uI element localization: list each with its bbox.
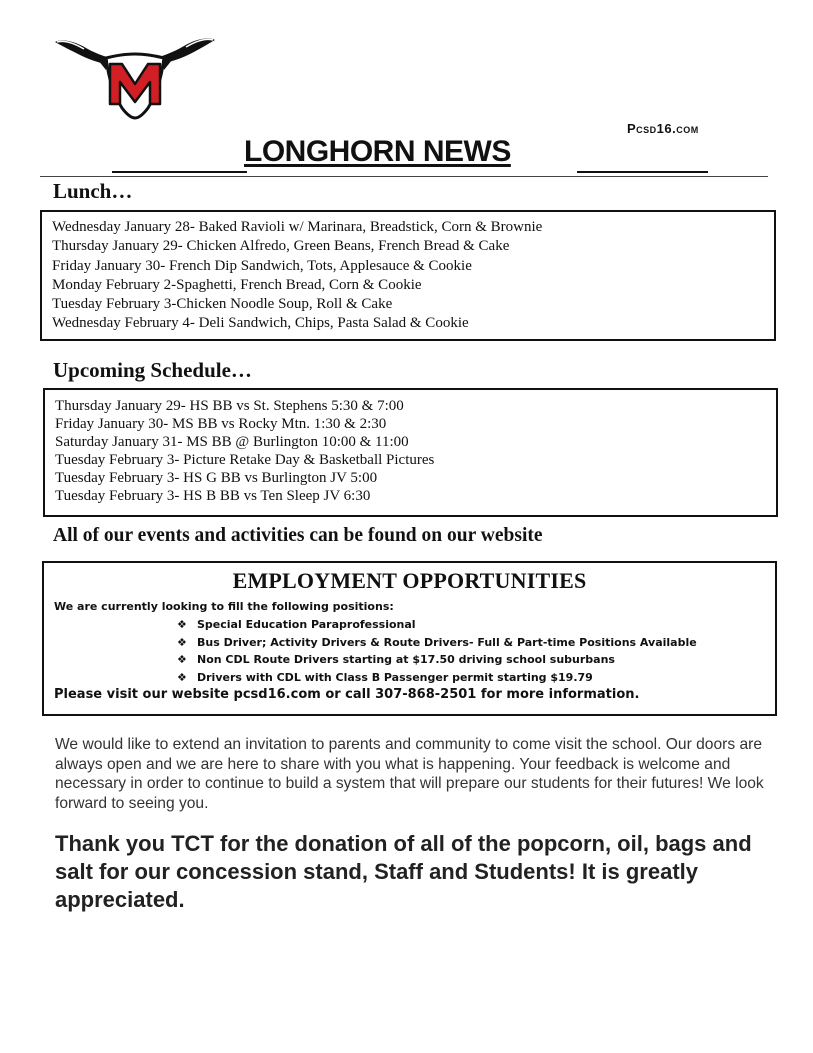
masthead-line-left bbox=[112, 171, 247, 173]
schedule-list bbox=[55, 397, 776, 505]
list-item: Thursday January 29- Chicken Alfredo, Green Beans, French Bread & Cake bbox=[52, 238, 510, 255]
diamond-bullet-icon: ❖ bbox=[177, 653, 187, 666]
lunch-box bbox=[40, 210, 776, 341]
list-item: Tuesday February 3- Picture Retake Day & Basketball Pictures bbox=[55, 452, 435, 468]
employment-box bbox=[42, 561, 777, 716]
list-item: Friday January 30- French Dip Sandwich, Tots, Applesauce & Cookie bbox=[52, 257, 472, 274]
newsletter-title: LONGHORN NEWS bbox=[244, 135, 511, 168]
diamond-bullet-icon: ❖ bbox=[177, 635, 187, 649]
masthead-line-right bbox=[577, 171, 708, 173]
schedule-box bbox=[43, 388, 778, 517]
list-item bbox=[177, 651, 775, 669]
position-label: Non CDL Route Drivers starting at $17.50 driving school suburbans bbox=[197, 653, 615, 666]
employment-contact: Please visit our website pcsd16.com or call 307-868-2501 for more information. bbox=[54, 687, 640, 702]
list-item bbox=[177, 634, 775, 652]
schedule-heading: Upcoming Schedule… bbox=[53, 358, 252, 382]
lunch-heading: Lunch… bbox=[53, 179, 133, 203]
longhorn-logo bbox=[52, 30, 218, 122]
list-item: Tuesday February 3- HS B BB vs Ten Sleep JV 6:30 bbox=[55, 488, 371, 504]
employment-intro: We are currently looking to fill the following positions: bbox=[54, 600, 394, 613]
diamond-bullet-icon: ❖ bbox=[177, 618, 187, 631]
diamond-bullet-icon: ❖ bbox=[177, 670, 187, 684]
list-item bbox=[177, 616, 775, 634]
masthead bbox=[112, 135, 708, 175]
list-item: Tuesday February 3-Chicken Noodle Soup, Roll & Cake bbox=[52, 296, 393, 313]
list-item: Tuesday February 3- HS G BB vs Burlington JV 5:00 bbox=[55, 470, 378, 486]
list-item: Friday January 30- MS BB vs Rocky Mtn. 1:30 & 2:30 bbox=[55, 416, 387, 432]
header-divider bbox=[40, 176, 768, 177]
list-item: Thursday January 29- HS BB vs St. Stephens 5:30 & 7:00 bbox=[55, 398, 404, 414]
positions-list bbox=[177, 616, 775, 686]
website-label: Pcsd16.com bbox=[627, 121, 699, 136]
list-item: Wednesday February 4- Deli Sandwich, Chips, Pasta Salad & Cookie bbox=[52, 315, 469, 332]
list-item: Monday February 2-Spaghetti, French Bread, Corn & Cookie bbox=[52, 276, 422, 293]
website-note: All of our events and activities can be found on our website bbox=[53, 525, 543, 546]
list-item: Saturday January 31- MS BB @ Burlington 10:00 & 11:00 bbox=[55, 434, 409, 450]
invitation-paragraph: We would like to extend an invitation to parents and community to come visit the school. Our doors are always open and we are here to share with you what is happening. Your feedback is welcome and necessary in order to continue to build a system that will prepare our students for their futures! We look forward to seeing you. bbox=[55, 736, 764, 812]
position-label: Special Education Paraprofessional bbox=[197, 618, 416, 631]
position-label: Bus Driver; Activity Drivers & Route Drivers- Full & Part-time Positions Available bbox=[197, 635, 697, 649]
thanks-paragraph: Thank you TCT for the donation of all of the popcorn, oil, bags and salt for our concession stand, Staff and Students! It is greatly appreciated. bbox=[55, 831, 752, 912]
position-label: Drivers with CDL with Class B Passenger permit starting $19.79 bbox=[197, 670, 593, 684]
list-item bbox=[177, 669, 775, 687]
employment-title: EMPLOYMENT OPPORTUNITIES bbox=[232, 568, 587, 593]
lunch-list bbox=[52, 218, 774, 334]
list-item: Wednesday January 28- Baked Ravioli w/ Marinara, Breadstick, Corn & Brownie bbox=[52, 219, 543, 235]
